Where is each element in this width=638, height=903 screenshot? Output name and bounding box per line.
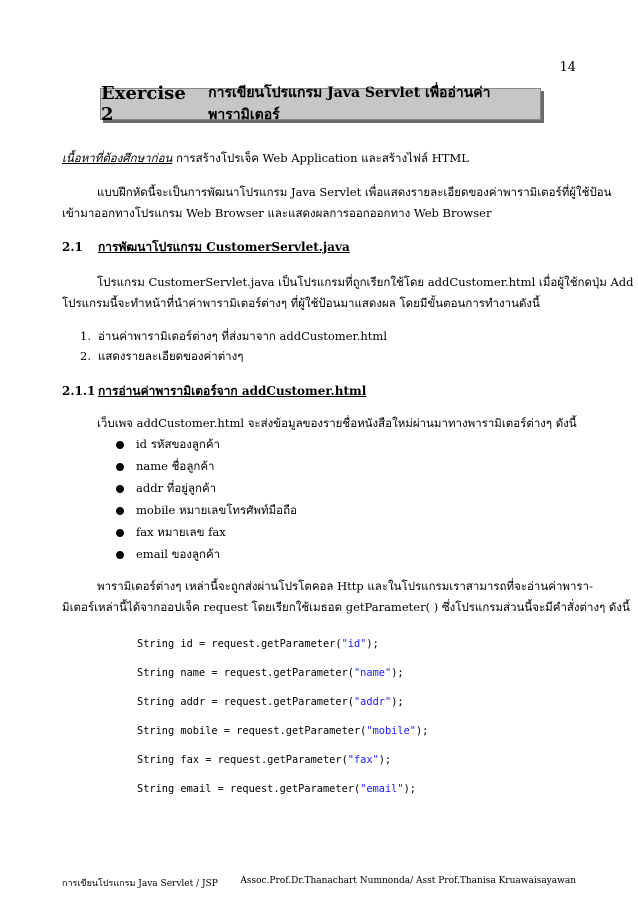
bullet-icon [116,551,124,559]
bullet-item: id รหัสของลูกค้า [116,436,220,454]
bullet-icon [116,485,124,493]
bullet-item: name ชื่อลูกค้า [116,458,215,476]
section-2-1-line-1: โปรแกรม CustomerServlet.java เป็นโปรแกรมที่ถูกเรียกใช้โดย addCustomer.html เมื่อผู้ใช้กดปุ่ม Add [97,275,634,289]
section-2-1-1-heading [62,382,366,401]
section-2-1-heading [62,238,350,257]
list-item: 2. แสดงรายละเอียดของค่าต่างๆ [80,349,244,363]
section-2-1-1-para-line-1: พารามิเตอร์ต่างๆ เหล่านี้จะถูกส่งผ่านโปรโตคอล Http และในโปรแกรมเราสามารถที่จะอ่านค่าพารา- [97,579,593,593]
prerequisite-label: เนื้อหาที่ต้องศึกษาก่อน [62,151,173,165]
code-line: String addr = request.getParameter("addr"); [137,695,404,708]
prerequisite-text: การสร้างโปรเจ็ค Web Application และสร้างไฟล์ HTML [176,151,469,165]
section-2-1-line-2: โปรแกรมนี้จะทำหน้าที่นำค่าพารามิเตอร์ต่างๆ ที่ผู้ใช้ป้อนมาแสดงผล โดยมีขั้นตอนการทำงานดังนี้ [62,296,540,310]
code-line: String id = request.getParameter("id"); [137,637,379,650]
code-line: String name = request.getParameter("name"); [137,666,404,679]
code-line: String fax = request.getParameter("fax"); [137,753,392,766]
page-number: 14 [559,60,576,75]
prerequisite-line [62,148,469,168]
exercise-title: Exercise 2 [101,83,186,125]
code-line: String email = request.getParameter("email"); [137,782,416,795]
bullet-item: fax หมายเลข fax [116,524,226,542]
footer-right: Assoc.Prof.Dr.Thanachart Numnonda/ Asst Prof.Thanisa Kruawaisayawan [240,876,576,886]
code-block [137,622,428,811]
section-2-1-1-para-line-2: มิเตอร์เหล่านี้ได้จากออปเจ็ค request โดยเรียกใช้เมธอด getParameter( ) ซึ่งโปรแกรมส่วนนี้จะมีคำสั่งต่างๆ ดังนี้ [62,600,630,614]
exercise-subtitle: การเขียนโปรแกรม Java Servlet เพื่ออ่านค่าพารามิเตอร์ [208,85,491,123]
section-number: 2.1.1 [62,384,96,398]
section-title: การพัฒนาโปรแกรม CustomerServlet.java [98,240,350,254]
bullet-icon [116,463,124,471]
intro-line-2: เข้ามาออกทางโปรแกรม Web Browser และแสดงผลการออกออกทาง Web Browser [62,206,492,220]
exercise-title-box [100,83,541,125]
code-line: String mobile = request.getParameter("mobile"); [137,724,429,737]
bullet-icon [116,441,124,449]
bullet-item: mobile หมายเลขโทรศัพท์มือถือ [116,502,297,520]
section-2-1-1-line-1: เว็บเพจ addCustomer.html จะส่งข้อมูลของรายชื่อหนังสือใหม่ผ่านมาทางพารามิเตอร์ต่างๆ ดังนี้ [97,416,577,430]
bullet-icon [116,529,124,537]
list-item: 1. อ่านค่าพารามิเตอร์ต่างๆ ที่ส่งมาจาก addCustomer.html [80,329,387,343]
section-title: การอ่านค่าพารามิเตอร์จาก addCustomer.html [98,384,367,398]
bullet-item: addr ที่อยู่ลูกค้า [116,480,216,498]
bullet-icon [116,507,124,515]
footer-left: การเขียนโปรแกรม Java Servlet / JSP [62,879,218,889]
section-number: 2.1 [62,240,83,254]
intro-line-1: แบบฝึกหัดนี้จะเป็นการพัฒนาโปรแกรม Java Servlet เพื่อแสดงรายละเอียดของค่าพารามิเตอร์ที่ผู้ใช้ป้อน [97,185,612,199]
bullet-item: email ของลูกค้า [116,546,220,564]
